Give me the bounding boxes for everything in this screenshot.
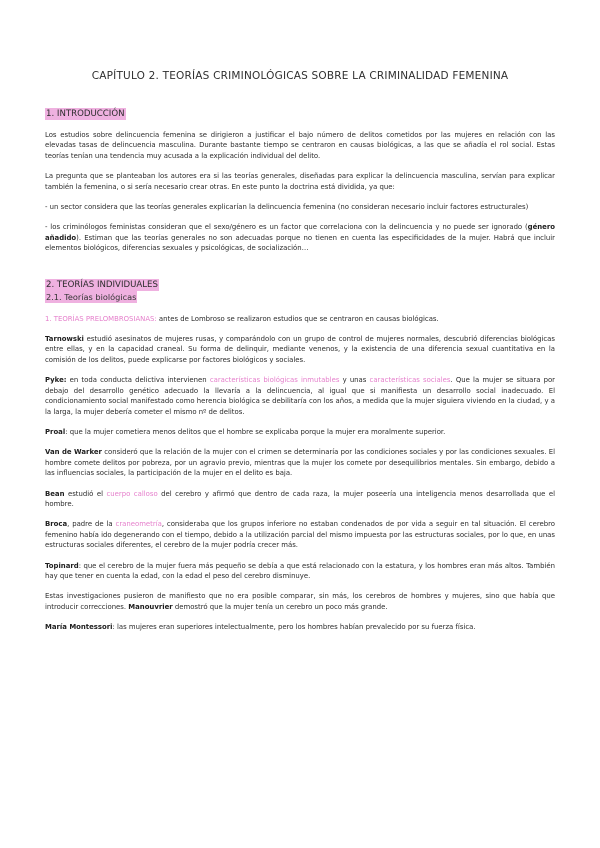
corrections-paragraph: Estas investigaciones pusieron de manifiesto que no era posible comparar, sin más, los cerebros de hombres y mujeres, sino que había que introducir correcciones. Manouvrier demostró que la mujer tenía un cerebro un poco más grande.: [45, 592, 555, 611]
genero-anadido-term: género añadido: [45, 223, 555, 242]
broca-term-craneometria: craneometría: [115, 520, 162, 529]
van-de-warker-paragraph: Van de Warker consideró que la relación de la mujer con el crimen se determinaría por las condiciones sociales y por las condiciones sexuales. El hombre comete delitos por pobreza, por un agravio previo, mientras que la mujer los comete por desequilibrios mentales. Sin embargo, debido a las influencias sociales, la participación de la mujer en el delito es baja.: [45, 448, 555, 478]
author-tarnowski: Tarnowski: [45, 335, 84, 344]
section-introduccion: [45, 101, 555, 254]
p4-text-c: ). Estiman que las teorías generales no son adecuadas porque no tienen en cuenta las especificidades de la mujer. Habrá que incluir elementos biológicos, diferencias sexuales y psicológicas, de socialización…: [45, 233, 555, 253]
section-heading-introduccion: 1. INTRODUCCIÓN: [46, 109, 125, 119]
prelombrosianas-text: antes de Lombroso se realizaron estudios que se centraron en causas biológicas.: [156, 314, 439, 323]
prelombrosianas-paragraph: [45, 314, 555, 324]
author-manouvrier: Manouvrier: [128, 602, 173, 611]
bean-term-cuerpo-calloso: cuerpo calloso: [106, 489, 158, 498]
author-pyke: Pyke:: [45, 376, 67, 385]
pyke-term-sociales: características sociales: [369, 376, 451, 385]
section-teorias-individuales: [45, 272, 555, 633]
pyke-paragraph: Pyke: en toda conducta delictiva intervienen características biológicas inmutables y unas características sociales. Que la mujer se situara por debajo del desarrollo genético adecuado la llevaría a la delincuencia, al igual que si manifiesta un desarrollo social inadecuado. El condicionamiento social manifestado como herencia biológica se debilitaría con los años, a medida que la mujer siguiera viviendo en la ciudad, y a la larga, la mujer debería cometer el mismo nº de delitos.: [45, 376, 555, 416]
p4-text-a: - los criminólogos feministas consideran que el sexo/género es un factor que correlaciona con la delincuencia y no puede ser ignorado (: [45, 223, 528, 232]
intro-paragraph-2: La pregunta que se planteaban los autores era si las teorías generales, diseñadas para explicar la delincuencia masculina, servían para explicar también la femenina, o si sería necesario crear otras. En este punto la doctrina está dividida, ya que:: [45, 172, 555, 191]
section-heading-teorias-individuales: 2. TEORÍAS INDIVIDUALES: [46, 279, 158, 290]
author-van-de-warker: Van de Warker: [45, 448, 102, 457]
tarnowski-paragraph: Tarnowski estudió asesinatos de mujeres rusas, y comparándolo con un grupo de control de mujeres normales, descubrió diferencias biológicas entre ellas, y en la capacidad craneal. Su forma de delinquir, mediante venenos, y la existencia de una diferencia sexual cuantitativa en la comisión de los delitos, puede explicarse por factores biológicos y sociales.: [45, 335, 555, 364]
montessori-paragraph: María Montessori: las mujeres eran superiores intelectualmente, pero los hombres habían prevalecido por su fuerza física.: [45, 623, 476, 632]
prelombrosianas-label: 1. TEORÍAS PRELOMBROSIANAS:: [45, 314, 157, 323]
proal-paragraph: Proal: que la mujer cometiera menos delitos que el hombre se explicaba porque la mujer era moralmente superior.: [45, 427, 446, 436]
topinard-paragraph: Topinard: que el cerebro de la mujer fuera más pequeño se debía a que está relacionado con la estatura, y los hombres eran más altos. También hay que tener en cuenta la edad, con la edad el peso del cerebro disminuye.: [45, 561, 555, 580]
chapter-title: CAPÍTULO 2. TEORÍAS CRIMINOLÓGICAS SOBRE LA CRIMINALIDAD FEMENINA: [91, 70, 509, 82]
intro-paragraph-3: - un sector considera que las teorías generales explicarían la delincuencia femenina (no consideran necesario incluir factores estructurales): [45, 203, 529, 212]
intro-paragraph-1: Los estudios sobre delincuencia femenina se dirigieron a justificar el bajo número de delitos cometidos por las mujeres en relación con las elevadas tasas de delincuencia masculina. Durante bastante tiempo se centraron en causas biológicas, a las que se añadía el rol social. Estas teorías tenían una tendencia muy acusada a la explicación individual del delito.: [45, 131, 555, 160]
author-broca: Broca: [45, 520, 68, 529]
subsection-heading-biologicas: 2.1. Teorías biológicas: [46, 291, 137, 302]
author-topinard: Topinard: [45, 561, 79, 570]
pyke-term-biologicas: características biológicas inmutables: [209, 376, 340, 385]
author-proal: Proal: [45, 427, 66, 436]
broca-paragraph: Broca, padre de la craneometría, consideraba que los grupos inferiore no estaban condenados de por vida a seguir en tal situación. El cerebro femenino había ido degenerando con el tiempo, debido a la utilización parcial del mismo impuesta por las estructuras sociales, por lo que, en unas estructuras sociales diferentes, el cerebro de la mujer podría crecer más.: [45, 520, 556, 550]
intro-paragraph-4: [45, 222, 555, 253]
author-bean: Bean: [45, 489, 65, 498]
author-montessori: María Montessori: [45, 623, 113, 632]
bean-paragraph: Bean estudió el cuerpo calloso del cerebro y afirmó que dentro de cada raza, la mujer poseería una inteligencia menos desarrollada que el hombre.: [45, 489, 555, 508]
